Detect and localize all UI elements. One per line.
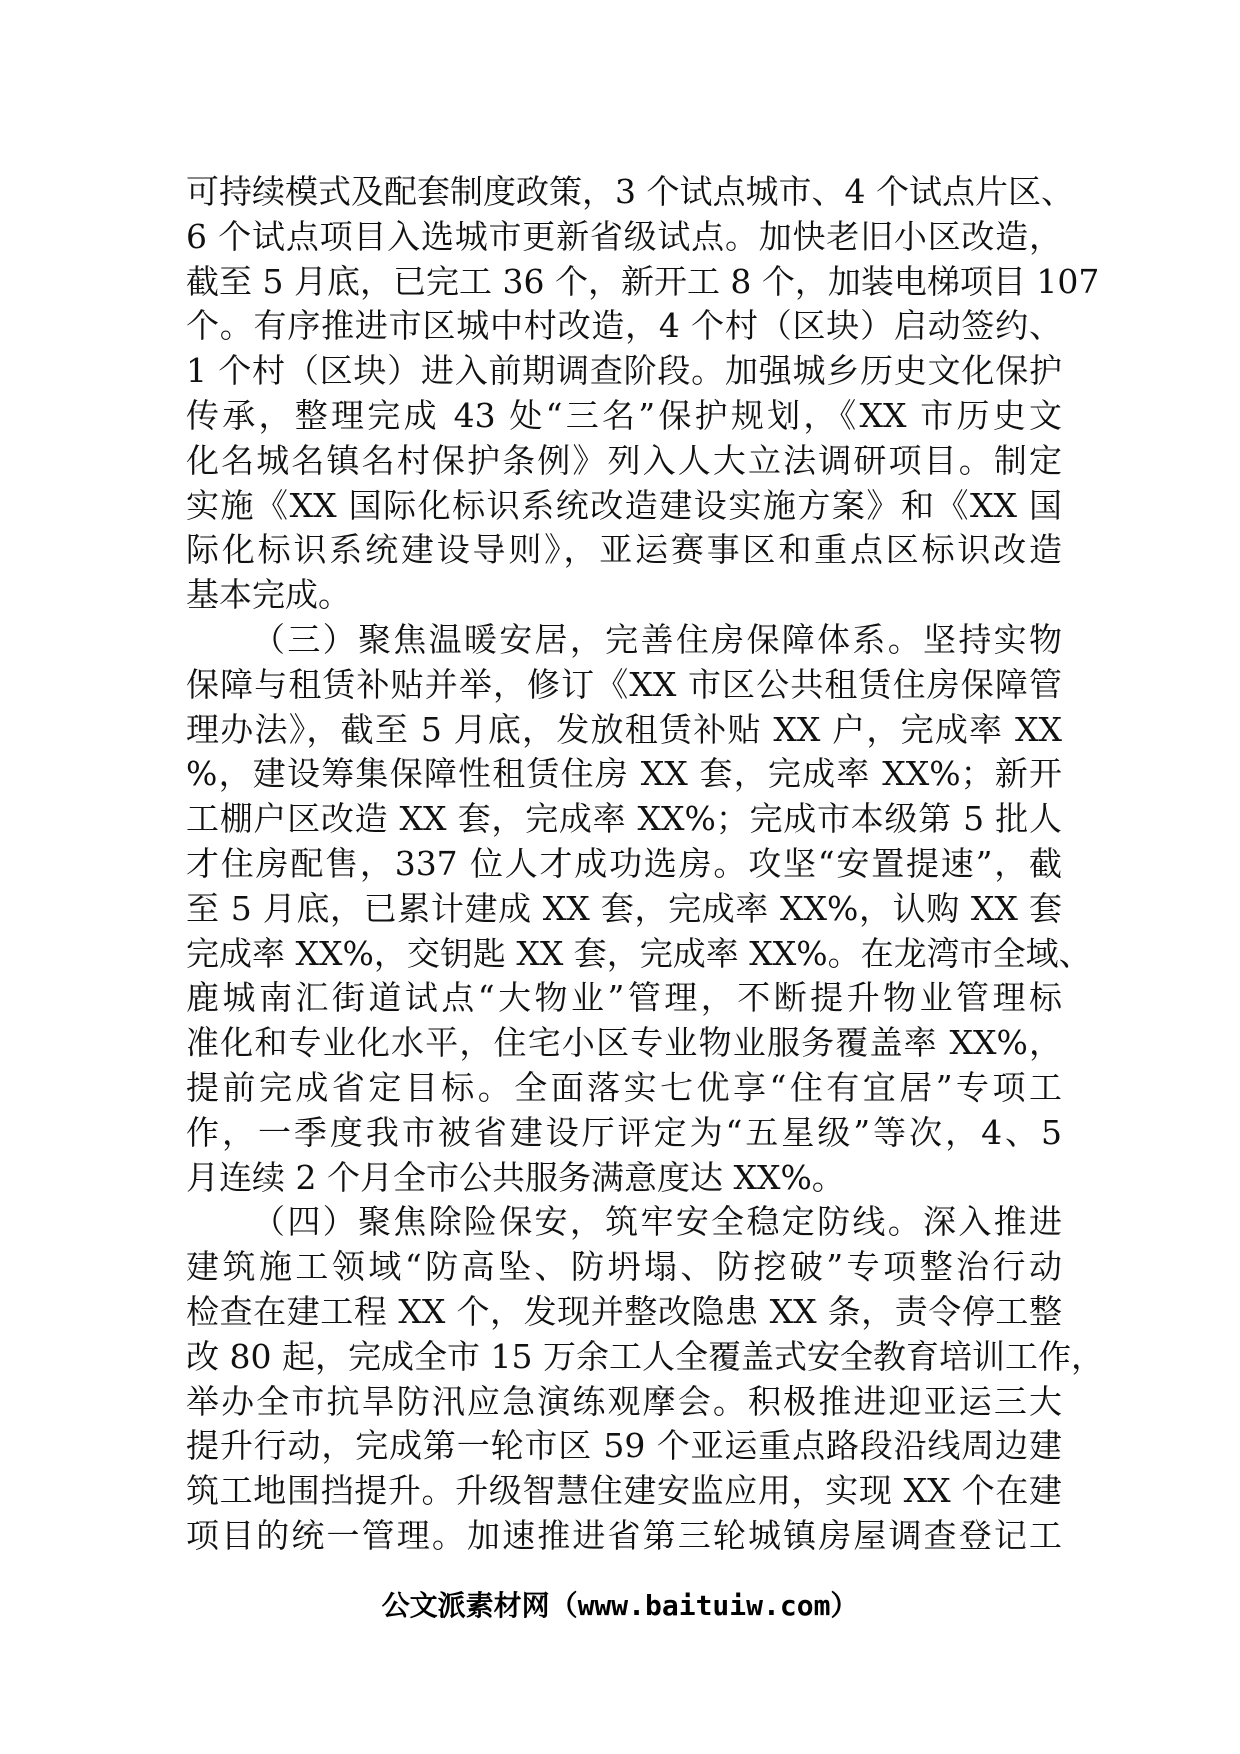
text-line: 检查在建工程 XX 个，发现并整改隐患 XX 条，责令停工整: [186, 1291, 1062, 1331]
text-line: 保障与租赁补贴并举，修订《XX 市区公共租赁住房保障管: [186, 664, 1062, 704]
body-text: [186, 170, 1104, 1559]
text-line: 筑工地围挡提升。升级智慧住建安监应用，实现 XX 个在建: [186, 1471, 1062, 1511]
text-line: 完成率 XX%，交钥匙 XX 套，完成率 XX%。在龙湾市全域、: [186, 933, 1092, 973]
paragraph-3: [186, 1200, 1104, 1558]
text-line: 作，一季度我市被省建设厅评定为“五星级”等次，4、5: [186, 1112, 1062, 1152]
text-line: 建筑施工领域“防高坠、防坍塌、防挖破”专项整治行动: [186, 1247, 1062, 1287]
text-line: 改 80 起，完成全市 15 万余工人全覆盖式安全教育培训工作，: [186, 1336, 1104, 1376]
text-line: （三）聚焦温暖安居，完善住房保障体系。坚持实物: [252, 619, 1062, 659]
text-line: 准化和专业化水平，住宅小区专业物业服务覆盖率 XX%，: [186, 1023, 1062, 1063]
text-line: 提前完成省定目标。全面落实七优享“住有宜居”专项工: [186, 1067, 1062, 1107]
text-line: 1 个村（区块）进入前期调查阶段。加强城乡历史文化保护: [186, 351, 1062, 391]
footer-source-text: 公文派素材网（www.baituiw.com）: [381, 1589, 859, 1622]
text-line: 际化标识系统建设导则》，亚运赛事区和重点区标识改造: [186, 530, 1062, 570]
text-line: 提升行动，完成第一轮市区 59 个亚运重点路段沿线周边建: [186, 1426, 1062, 1466]
paragraph-1: [186, 170, 1100, 618]
text-line: 实施《XX 国际化标识系统改造建设实施方案》和《XX 国: [186, 485, 1062, 525]
text-line: 化名城名镇名村保护条例》列入人大立法调研项目。制定: [186, 440, 1062, 480]
text-line: %，建设筹集保障性租赁住房 XX 套，完成率 XX%；新开: [186, 754, 1062, 794]
text-line: 举办全市抗旱防汛应急演练观摩会。积极推进迎亚运三大: [186, 1381, 1062, 1421]
text-line: 月连续 2 个月全市公共服务满意度达 XX%。: [186, 1157, 845, 1197]
text-line: 才住房配售，337 位人才成功选房。攻坚“安置提速”，截: [186, 843, 1062, 883]
paragraph-2: [186, 618, 1092, 1200]
text-line: 工棚户区改造 XX 套，完成率 XX%；完成市本级第 5 批人: [186, 799, 1062, 839]
text-line: 可持续模式及配套制度政策，3 个试点城市、4 个试点片区、: [186, 172, 1074, 211]
text-line: （四）聚焦除险保安，筑牢安全稳定防线。深入推进: [252, 1202, 1062, 1242]
text-line: 基本完成。: [186, 575, 351, 615]
text-line: 截至 5 月底，已完工 36 个，新开工 8 个，加装电梯项目 107: [186, 261, 1100, 301]
text-line: 理办法》，截至 5 月底，发放租赁补贴 XX 户，完成率 XX: [186, 709, 1062, 749]
text-line: 鹿城南汇街道试点“大物业”管理，不断提升物业管理标: [186, 978, 1062, 1018]
text-line: 至 5 月底，已累计建成 XX 套，完成率 XX%，认购 XX 套: [186, 888, 1062, 928]
text-line: 个。有序推进市区城中村改造，4 个村（区块）启动签约、: [186, 306, 1062, 346]
text-line: 项目的统一管理。加速推进省第三轮城镇房屋调查登记工: [186, 1515, 1062, 1555]
text-line: 6 个试点项目入选城市更新省级试点。加快老旧小区改造，: [186, 216, 1062, 256]
text-line: 传承，整理完成 43 处“三名”保护规划，《XX 市历史文: [186, 395, 1062, 435]
